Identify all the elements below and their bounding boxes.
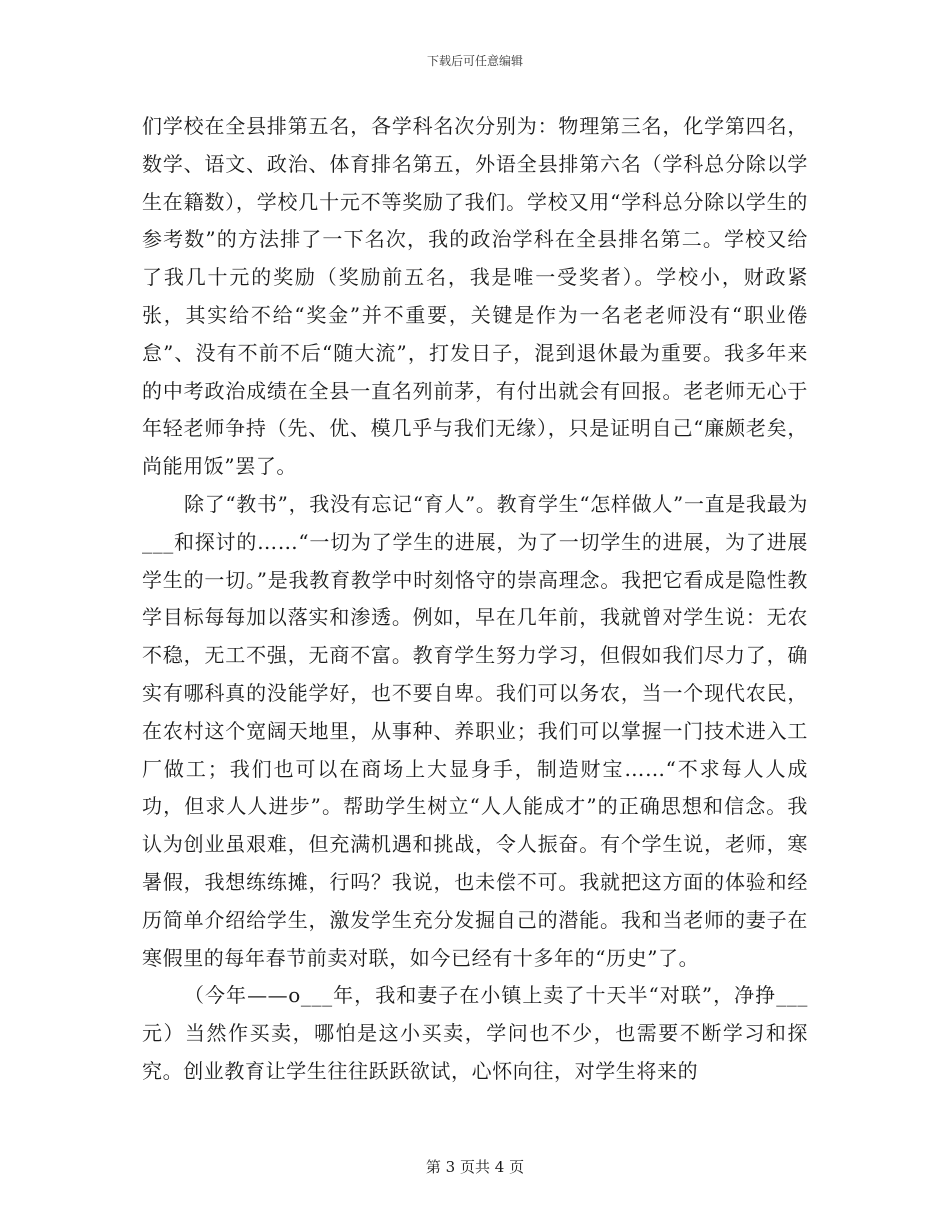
page-header-note: 下载后可任意编辑	[426, 54, 523, 68]
page-footer-number: 第 3 页共 4 页	[425, 1158, 525, 1176]
body-paragraph-2: 除了“教书”，我没有忘记“育人”。教育学生“怎样做人”一直是我最为___和探讨的……“一切为了学生的进展，为了一切学生的进展，为了进展学生的一切。”是我教育教学中时刻恪守的崇高理念。我把它看成是隐性教学目标每每加以落实和渗透。例如，早在几年前，我就曾对学生说：无农不稳，无工不强，无商不富。教育学生努力学习，但假如我们尽力了，确实有哪科真的没能学好，也不要自卑。我们可以务农，当一个现代农民，在农村这个宽阔天地里，从事种、养职业；我们可以掌握一门技术进入工厂做工；我们也可以在商场上大显身手，制造财宝……“不求每人人成功，但求人人进步”。帮助学生树立“人人能成才”的正确思想和信念。我认为创业虽艰难，但充满机遇和挑战，令人振奋。有个学生说，老师，寒暑假，我想练练摊，行吗？我说，也未偿不可。我就把这方面的体验和经历简单介绍给学生，激发学生充分发掘自己的潜能。我和当老师的妻子在寒假里的每年春节前卖对联，如今已经有十多年的“历史”了。	[142, 491, 808, 970]
body-paragraph-1: 们学校在全县排第五名，各学科名次分别为：物理第三名，化学第四名，数学、语文、政治、体育排名第五，外语全县排第六名（学科总分除以学生在籍数），学校几十元不等奖励了我们。学校又用“学科总分除以学生的参考数”的方法排了一下名次，我的政治学科在全县排名第二。学校又给了我几十元的奖励（奖励前五名，我是唯一受奖者）。学校小，财政紧张，其实给不给“奖金”并不重要，关键是作为一名老老师没有“职业倦怠”、没有不前不后“随大流”，打发日子，混到退休最为重要。我多年来的中考政治成绩在全县一直名列前茅，有付出就会有回报。老老师无心于年轻老师争持（先、优、模几乎与我们无缘），只是证明自己“廉颇老矣，尚能用饭”罢了。	[142, 114, 808, 479]
body-paragraph-3: （今年——o___年，我和妻子在小镇上卖了十天半“对联”，净挣___元）当然作买卖，哪怕是这小买卖，学问也不少，也需要不断学习和探究。创业教育让学生往往跃跃欲试，心怀向往，对学生将来的	[142, 983, 808, 1083]
document-body	[142, 108, 808, 1091]
